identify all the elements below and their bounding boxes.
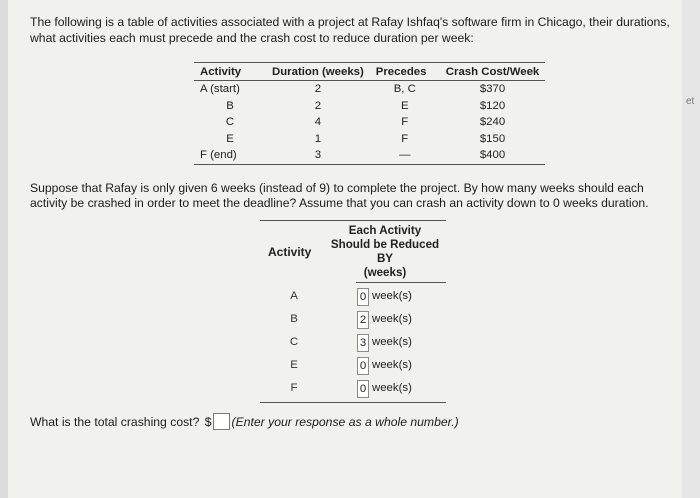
divider xyxy=(260,402,446,403)
col-duration: Duration (weeks) xyxy=(266,63,370,81)
header-line: Each Activity xyxy=(348,224,422,237)
weeks-unit: week(s) xyxy=(372,336,412,348)
answer-row xyxy=(260,332,446,356)
row-activity: E xyxy=(290,359,298,371)
total-cost-input[interactable] xyxy=(213,413,230,430)
header-line: Should be Reduced xyxy=(330,238,440,251)
cell-activity: E xyxy=(226,132,234,145)
col-activity: Activity xyxy=(194,63,266,81)
table-row xyxy=(194,131,545,148)
cell-activity: F (end) xyxy=(194,147,266,164)
weeks-unit: week(s) xyxy=(372,313,412,325)
cell-crash-cost: $240 xyxy=(479,116,506,129)
total-cost-prompt: What is the total crashing cost? xyxy=(30,414,200,429)
cell-activity: B xyxy=(226,99,234,112)
answer-row xyxy=(260,309,446,333)
cell-duration: 3 xyxy=(266,147,370,164)
weeks-unit: week(s) xyxy=(372,382,412,394)
weeks-unit: week(s) xyxy=(372,290,412,302)
edge-text-fragment: et xyxy=(686,96,695,107)
total-cost-line xyxy=(30,413,459,430)
header-line: (weeks) xyxy=(363,266,407,279)
worksheet-panel xyxy=(8,0,682,498)
cell-activity: A (start) xyxy=(200,83,240,96)
cell-crash-cost: $370 xyxy=(479,83,506,96)
cell-duration: 2 xyxy=(314,99,322,112)
activity-table xyxy=(194,62,545,165)
divider xyxy=(260,220,446,221)
table-row xyxy=(194,98,545,115)
cell-precedes: F xyxy=(401,116,409,129)
cell-precedes: — xyxy=(370,147,440,164)
row-activity: F xyxy=(290,382,298,394)
cell-duration: 2 xyxy=(314,83,322,96)
activity-table-header xyxy=(194,63,545,81)
currency-symbol: $ xyxy=(204,414,212,429)
weeks-unit: week(s) xyxy=(372,359,412,371)
header-line: BY xyxy=(376,252,394,265)
answer-row xyxy=(260,355,446,379)
answer-col-activity: Activity xyxy=(268,245,312,259)
cell-duration: 4 xyxy=(314,116,322,129)
table-row xyxy=(194,114,545,131)
cell-precedes: F xyxy=(401,132,409,145)
col-crash-cost: Crash Cost/Week xyxy=(440,63,545,81)
input-hint: (Enter your response as a whole number.) xyxy=(231,414,459,429)
cell-crash-cost: $400 xyxy=(440,147,545,164)
table-row xyxy=(194,147,545,164)
cell-duration: 1 xyxy=(314,132,322,145)
weeks-input[interactable]: 2 xyxy=(357,311,369,329)
weeks-input[interactable]: 0 xyxy=(357,380,369,398)
weeks-input[interactable]: 0 xyxy=(357,357,369,375)
row-activity: C xyxy=(289,336,299,348)
weeks-input[interactable]: 0 xyxy=(357,288,369,306)
answer-row xyxy=(260,286,446,310)
adjacent-window-edge xyxy=(682,0,700,498)
cell-crash-cost: $150 xyxy=(479,132,506,145)
cell-crash-cost: $120 xyxy=(479,99,506,112)
col-precedes: Precedes xyxy=(370,63,440,81)
problem-intro: The following is a table of activities associated with a project at Rafay Ishfaq's software firm in Chicago, their durations, what activities each must precede and the crash cost to reduce duration per week: xyxy=(30,15,670,45)
cell-precedes: E xyxy=(400,99,409,112)
divider xyxy=(356,282,446,283)
question-text: Suppose that Rafay is only given 6 weeks (instead of 9) to complete the project. By how many weeks should each activity be crashed in order to meet the deadline? Assume that you can crash an activity down to 0 weeks duration. xyxy=(30,181,649,210)
row-activity: B xyxy=(290,313,298,325)
table-row xyxy=(194,81,545,98)
row-activity: A xyxy=(290,290,298,302)
answer-row xyxy=(260,378,446,402)
answer-col-reduction xyxy=(326,224,444,280)
cell-precedes: B, C xyxy=(393,83,416,96)
weeks-input[interactable]: 3 xyxy=(357,334,369,352)
cell-activity: C xyxy=(225,116,235,129)
